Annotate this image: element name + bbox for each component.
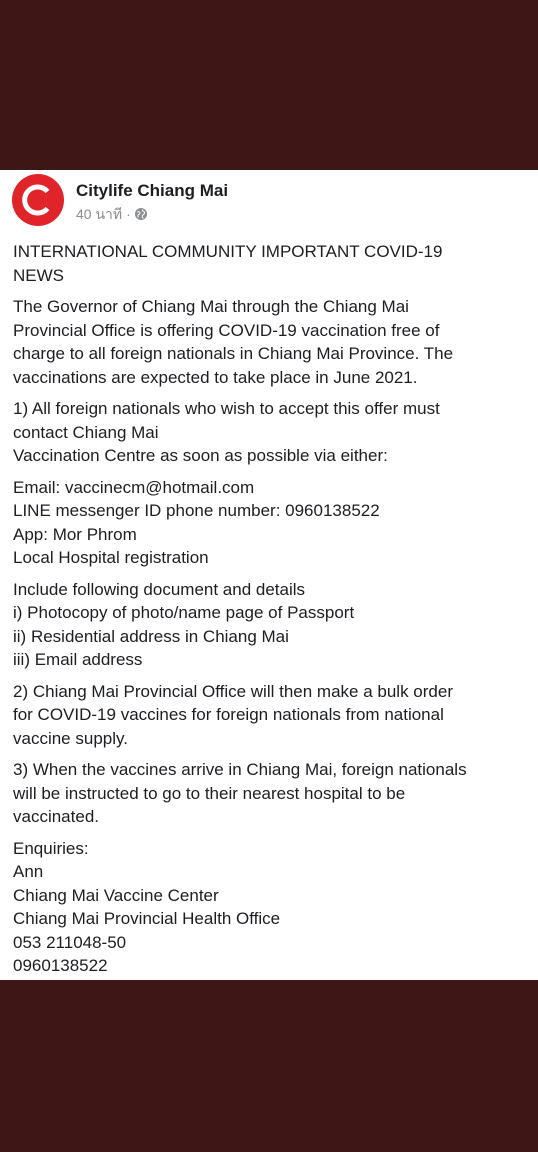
post-paragraph — [13, 758, 525, 829]
meta-separator: · — [126, 206, 131, 222]
post-paragraph — [13, 837, 525, 978]
post-text-line: Chiang Mai Provincial Health Office — [13, 909, 281, 928]
timestamp[interactable]: 40 นาที — [76, 206, 123, 222]
post-text-line: charge to all foreign nationals in Chiang Mai Province. The — [13, 344, 454, 363]
post-text-line: contact Chiang Mai — [13, 422, 159, 442]
post-text-line: ii) Residential address in Chiang Mai — [13, 626, 289, 646]
post-text-line: INTERNATIONAL COMMUNITY IMPORTANT COVID-19 — [13, 242, 443, 261]
post-text-line: 0960138522 — [13, 956, 108, 975]
post-header — [12, 174, 228, 226]
post-text-line: Vaccination Centre as soon as possible via either: — [13, 446, 388, 465]
post-text-line: Chiang Mai Vaccine Center — [13, 885, 219, 905]
post-text-line: iii) Email address — [13, 650, 143, 669]
avatar[interactable] — [12, 174, 64, 226]
post-text-line: Provincial Office is offering COVID-19 vaccination free of — [13, 320, 440, 340]
post-text-line: vaccinations are expected to take place in June 2021. — [13, 367, 418, 387]
post-text-line: for COVID-19 vaccines for foreign nationals from national — [13, 705, 444, 724]
post-text-line: Include following document and details — [13, 579, 306, 599]
post-text-line: Local Hospital registration — [13, 548, 209, 567]
post-paragraph — [13, 578, 525, 672]
post-text-line: 053 211048-50 — [13, 932, 127, 952]
post-paragraph — [13, 295, 525, 389]
globe-icon — [135, 208, 147, 220]
post-paragraph — [13, 397, 525, 468]
post-text-line: 1) All foreign nationals who wish to accept this offer must — [13, 399, 440, 418]
post-body — [13, 240, 525, 986]
post-text-line: vaccine supply. — [13, 728, 128, 748]
post-text-line: The Governor of Chiang Mai through the Chiang Mai — [13, 297, 409, 316]
header-text — [76, 180, 228, 224]
post-text-line: App: Mor Phrom — [13, 524, 137, 544]
post-text-line: 3) When the vaccines arrive in Chiang Mai, foreign nationals — [13, 760, 467, 779]
post-text-line: Ann — [13, 862, 44, 881]
page-name[interactable]: Citylife Chiang Mai — [76, 181, 229, 200]
post-text-line: will be instructed to go to their nearest hospital to be — [13, 783, 406, 803]
post-text-line: 2) Chiang Mai Provincial Office will then make a bulk order — [13, 681, 453, 701]
post-text-line: LINE messenger ID phone number: 0960138522 — [13, 501, 380, 520]
post-text-line: i) Photocopy of photo/name page of Passport — [13, 603, 355, 622]
citylife-logo-icon — [12, 174, 64, 226]
post-paragraph — [13, 476, 525, 570]
post-text-line: Enquiries: — [13, 838, 89, 858]
post-text-line: vaccinated. — [13, 807, 99, 826]
post-text-line: Email: vaccinecm@hotmail.com — [13, 477, 255, 497]
post-paragraph — [13, 240, 525, 287]
post-paragraph — [13, 680, 525, 751]
post-card — [0, 170, 538, 980]
post-text-line: NEWS — [13, 265, 64, 285]
post-meta — [76, 204, 228, 224]
